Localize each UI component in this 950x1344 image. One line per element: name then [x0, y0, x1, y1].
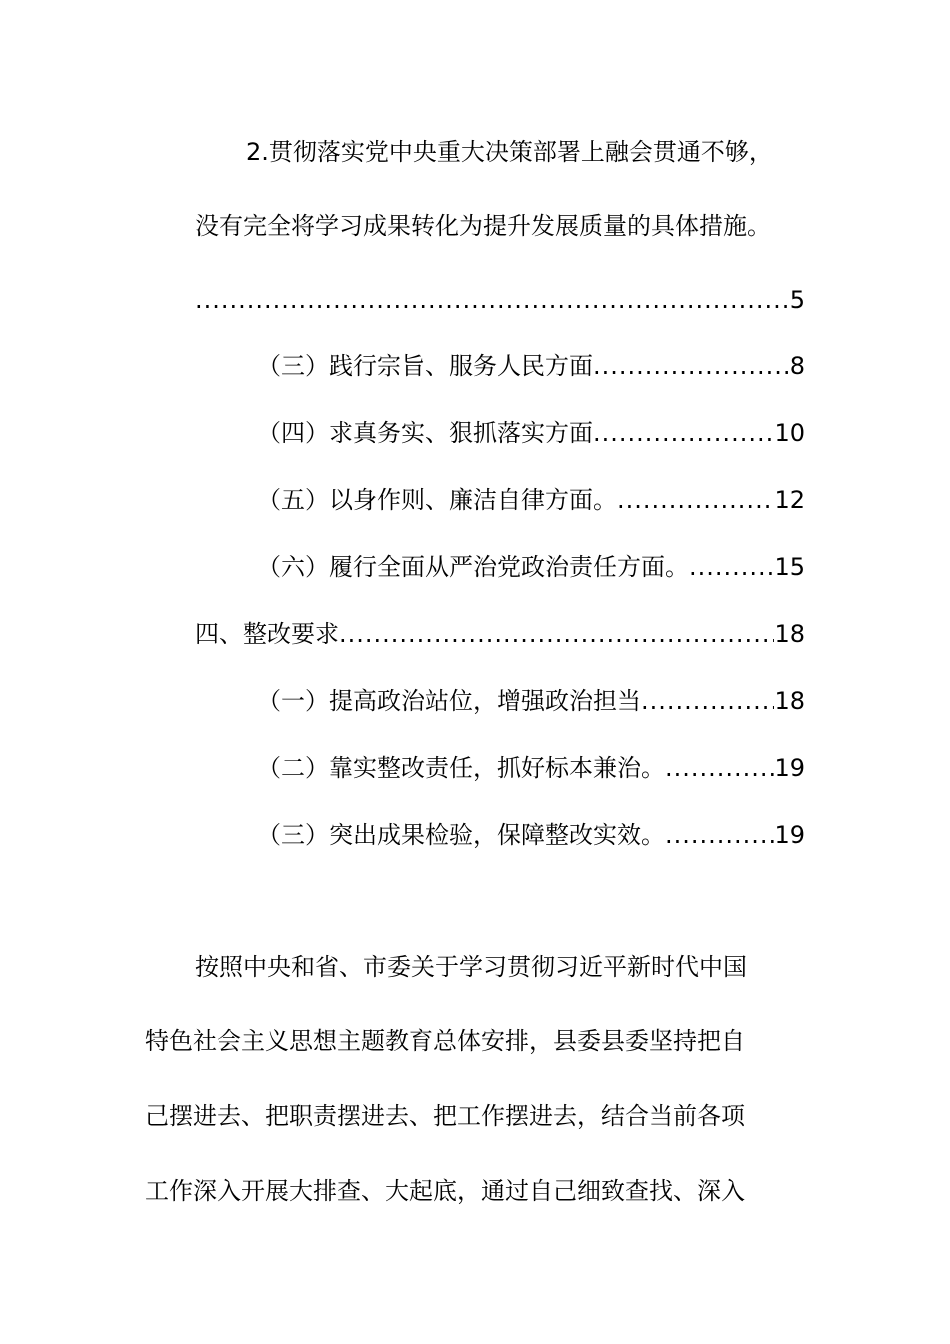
toc-dot-leader [593, 350, 790, 382]
toc-entry-si-pragmatic[interactable] [257, 417, 805, 449]
toc-page-number: 10 [774, 419, 805, 447]
toc-entry-title: （三）践行宗旨、服务人民方面 [257, 352, 593, 380]
toc-page-number: 19 [774, 821, 805, 849]
toc-item-2-leader-row[interactable] [195, 284, 805, 316]
toc-page-number: 5 [789, 286, 805, 314]
toc-dot-leader [689, 551, 774, 583]
toc-dot-leader [195, 284, 790, 316]
toc-entry-title: （五）以身作则、廉洁自律方面。 [257, 486, 617, 514]
toc-page-number: 18 [774, 620, 805, 648]
body-paragraph-line-1: 按照中央和省、市委关于学习贯彻习近平新时代中国 [195, 953, 747, 981]
toc-entry-liu-responsibility[interactable] [257, 551, 805, 583]
toc-dot-leader [641, 685, 774, 717]
toc-dot-leader [665, 752, 774, 784]
toc-entry-yi-political[interactable] [257, 685, 805, 717]
toc-dot-leader [339, 618, 774, 650]
toc-page-number: 8 [789, 352, 805, 380]
toc-entry-title: （二）靠实整改责任，抓好标本兼治。 [257, 754, 665, 782]
toc-page-number: 19 [774, 754, 805, 782]
body-paragraph-line-3: 己摆进去、把职责摆进去、把工作摆进去，结合当前各项 [145, 1102, 745, 1130]
toc-item-2-line2: 没有完全将学习成果转化为提升发展质量的具体措施。 [195, 212, 771, 240]
body-paragraph-line-4: 工作深入开展大排查、大起底，通过自己细致查找、深入 [145, 1177, 745, 1205]
toc-entry-title: （四）求真务实、狠抓落实方面 [257, 419, 593, 447]
toc-entry-title: （一）提高政治站位，增强政治担当 [257, 687, 641, 715]
toc-dot-leader [617, 484, 774, 516]
toc-entry-san-results[interactable] [257, 819, 805, 851]
body-paragraph-line-2: 特色社会主义思想主题教育总体安排，县委县委坚持把自 [145, 1027, 745, 1055]
toc-entry-title: 四、整改要求 [195, 620, 339, 648]
toc-entry-er-accountability[interactable] [257, 752, 805, 784]
toc-item-2-line1: 2.贯彻落实党中央重大决策部署上融会贯通不够， [246, 138, 773, 166]
toc-entry-title: （三）突出成果检验，保障整改实效。 [257, 821, 665, 849]
toc-entry-wu-integrity[interactable] [257, 484, 805, 516]
toc-page-number: 15 [774, 553, 805, 581]
toc-section-four-rectification[interactable] [195, 618, 805, 650]
toc-page-number: 12 [774, 486, 805, 514]
toc-page-number: 18 [774, 687, 805, 715]
toc-dot-leader [665, 819, 774, 851]
toc-dot-leader [593, 417, 774, 449]
toc-entry-title: （六）履行全面从严治党政治责任方面。 [257, 553, 689, 581]
toc-entry-san-practice[interactable] [257, 350, 805, 382]
